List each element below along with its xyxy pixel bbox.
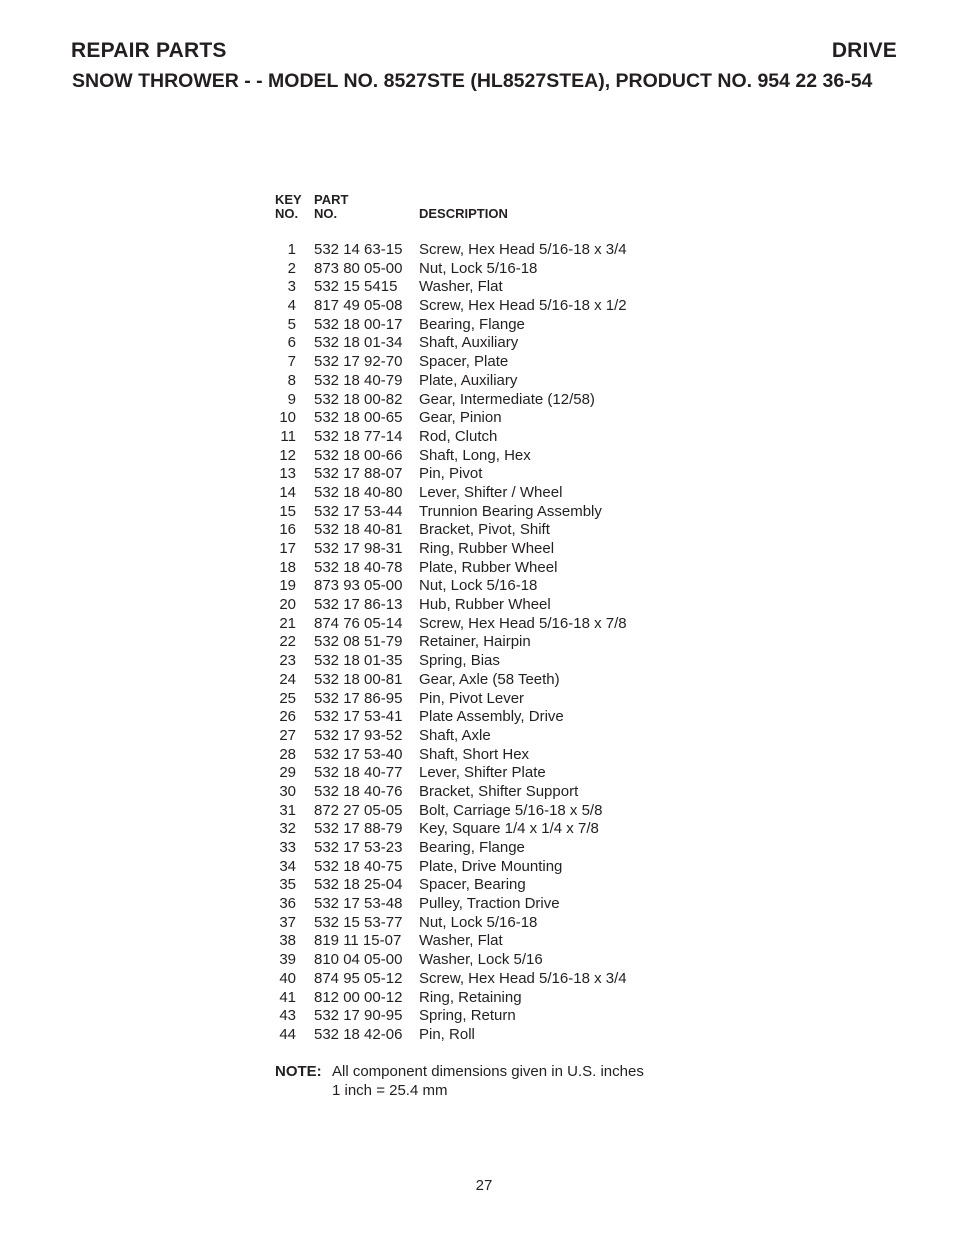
key-no-cell: 9 — [287, 390, 296, 408]
description-cell: Screw, Hex Head 5/16-18 x 1/2 — [419, 297, 627, 315]
description-cell: Screw, Hex Head 5/16-18 x 7/8 — [419, 614, 627, 632]
key-no-cell: 44 — [279, 1025, 296, 1043]
description-cell: Spacer, Bearing — [419, 876, 526, 894]
section-title: REPAIR PARTS — [71, 39, 227, 62]
description-cell: Spring, Bias — [419, 652, 500, 670]
part-no-cell: 817 49 05-08 — [314, 297, 403, 315]
description-cell: Bolt, Carriage 5/16-18 x 5/8 — [419, 801, 603, 819]
key-no-cell: 33 — [279, 839, 296, 856]
description-cell: Spacer, Plate — [419, 353, 509, 371]
part-no-header: PART NO. — [314, 192, 349, 221]
description-cell: Nut, Lock 5/16-18 — [419, 913, 538, 931]
key-no-cell: 24 — [279, 670, 296, 688]
key-no-cell: 37 — [279, 913, 296, 931]
key-no-cell: 36 — [279, 895, 296, 913]
key-no-cell: 15 — [279, 502, 296, 520]
key-no-cell: 20 — [279, 596, 296, 614]
key-no-cell: 26 — [279, 708, 296, 726]
key-no-cell: 28 — [279, 745, 296, 763]
part-no-cell: 532 17 53-44 — [314, 502, 403, 520]
key-no-cell: 16 — [279, 521, 296, 539]
key-no-cell: 4 — [287, 297, 296, 315]
part-no-cell: 812 00 00-12 — [314, 988, 403, 1006]
part-no-cell: 532 18 01-35 — [314, 652, 403, 670]
description-cell: Bracket, Shifter Support — [419, 782, 579, 800]
part-no-cell: 532 17 53-40 — [314, 745, 403, 763]
description-cell: Ring, Retaining — [419, 988, 522, 1006]
description-cell: Nut, Lock 5/16-18 — [419, 259, 538, 277]
part-no-cell: 532 18 00-65 — [314, 409, 403, 427]
key-no-cell: 10 — [279, 409, 296, 427]
part-no-cell: 532 17 92-70 — [314, 353, 403, 371]
part-no-cell: 532 15 53-77 — [314, 913, 403, 931]
description-cell: Screw, Hex Head 5/16-18 x 3/4 — [419, 241, 627, 258]
key-no-cell: 5 — [287, 315, 296, 333]
part-no-cell: 532 17 93-52 — [314, 726, 403, 744]
description-cell: Plate, Drive Mounting — [419, 857, 563, 875]
page-number: 27 — [475, 1177, 493, 1194]
key-no-cell: 21 — [279, 614, 296, 632]
description-cell: Washer, Lock 5/16 — [419, 951, 543, 969]
description-cell: Plate, Rubber Wheel — [419, 558, 558, 576]
key-no-cell: 18 — [279, 558, 296, 576]
key-no-cell: 3 — [287, 278, 296, 296]
key-no-cell: 29 — [279, 764, 296, 782]
part-no-cell: 874 76 05-14 — [314, 614, 403, 632]
key-no-cell: 17 — [279, 540, 296, 557]
description-cell: Pin, Pivot Lever — [419, 689, 525, 707]
description-cell: Washer, Flat — [419, 932, 503, 950]
part-no-cell: 873 93 05-00 — [314, 577, 403, 595]
part-no-cell: 532 18 01-34 — [314, 334, 403, 352]
description-cell: Pin, Pivot — [419, 465, 483, 483]
part-no-cell: 819 11 15-07 — [314, 932, 402, 950]
description-cell: Rod, Clutch — [419, 427, 498, 445]
key-no-cell: 2 — [287, 259, 296, 277]
description-cell: Bearing, Flange — [419, 315, 525, 333]
part-no-cell: 873 80 05-00 — [314, 259, 403, 277]
part-no-cell: 532 18 00-82 — [314, 390, 403, 408]
description-cell: Gear, Intermediate (12/58) — [419, 390, 595, 408]
description-cell: Screw, Hex Head 5/16-18 x 3/4 — [419, 969, 627, 987]
description-cell: Bracket, Pivot, Shift — [419, 521, 550, 539]
part-no-cell: 532 17 90-95 — [314, 1007, 403, 1025]
key-no-cell: 38 — [279, 932, 296, 950]
key-no-cell: 41 — [279, 988, 296, 1006]
description-cell: Pulley, Traction Drive — [419, 895, 560, 913]
key-no-cell: 19 — [279, 577, 296, 595]
part-no-cell: 810 04 05-00 — [314, 951, 403, 969]
note-label: NOTE: — [275, 1063, 322, 1080]
description-cell: Plate, Auxiliary — [419, 371, 518, 389]
key-no-cell: 30 — [279, 782, 296, 800]
part-no-cell: 532 18 00-17 — [314, 315, 403, 333]
description-cell: Nut, Lock 5/16-18 — [419, 577, 538, 595]
description-cell: Ring, Rubber Wheel — [419, 540, 555, 557]
description-cell: Shaft, Axle — [419, 726, 491, 744]
note-line-2: 1 inch = 25.4 mm — [332, 1082, 448, 1099]
key-no-cell: 27 — [279, 726, 296, 744]
key-no-cell: 8 — [287, 371, 296, 389]
part-no-cell: 532 17 88-79 — [314, 820, 403, 838]
key-no-cell: 23 — [279, 652, 296, 670]
part-no-cell: 532 18 00-81 — [314, 670, 403, 688]
description-cell: Shaft, Auxiliary — [419, 334, 519, 352]
description-cell: Washer, Flat — [419, 278, 503, 296]
description-cell: Shaft, Short Hex — [419, 745, 530, 763]
key-no-cell: 1 — [287, 241, 296, 258]
description-cell: Spring, Return — [419, 1007, 516, 1025]
description-cell: Trunnion Bearing Assembly — [419, 502, 602, 520]
part-no-cell: 532 18 40-78 — [314, 558, 403, 576]
description-cell: Key, Square 1/4 x 1/4 x 7/8 — [419, 820, 599, 838]
key-no-cell: 32 — [279, 820, 296, 838]
part-no-cell: 532 18 00-66 — [314, 446, 403, 464]
key-no-cell: 39 — [279, 951, 296, 969]
part-no-cell: 532 18 77-14 — [314, 427, 403, 445]
key-no-cell: 25 — [279, 689, 296, 707]
description-cell: Pin, Roll — [419, 1025, 475, 1043]
part-no-cell: 532 18 42-06 — [314, 1025, 403, 1043]
key-no-header: KEY NO. — [275, 192, 302, 221]
note-line-1: All component dimensions given in U.S. inches — [332, 1063, 644, 1080]
description-cell: Plate Assembly, Drive — [419, 708, 564, 726]
description-cell: Gear, Axle (58 Teeth) — [419, 670, 560, 688]
key-no-cell: 11 — [280, 427, 296, 445]
key-no-cell: 6 — [287, 334, 296, 352]
part-no-cell: 532 18 25-04 — [314, 876, 403, 894]
key-no-cell: 31 — [279, 801, 296, 819]
description-cell: Gear, Pinion — [419, 409, 502, 427]
key-no-cell: 22 — [279, 633, 296, 651]
part-no-cell: 872 27 05-05 — [314, 801, 403, 819]
subsection-title: DRIVE — [831, 39, 897, 62]
key-no-cell: 12 — [279, 446, 296, 464]
description-cell: Shaft, Long, Hex — [419, 446, 531, 464]
part-no-cell: 532 18 40-77 — [314, 764, 403, 782]
key-no-cell: 13 — [279, 465, 296, 483]
part-no-cell: 532 17 88-07 — [314, 465, 403, 483]
part-no-cell: 532 17 53-41 — [314, 708, 403, 726]
part-no-cell: 532 15 5415 — [314, 278, 398, 296]
part-no-cell: 532 17 98-31 — [314, 540, 403, 557]
description-cell: Lever, Shifter / Wheel — [419, 483, 563, 501]
part-no-cell: 532 18 40-80 — [314, 483, 403, 501]
part-no-cell: 532 17 53-23 — [314, 839, 403, 856]
part-no-cell: 532 17 86-13 — [314, 596, 403, 614]
part-no-cell: 532 18 40-75 — [314, 857, 403, 875]
key-no-cell: 35 — [279, 876, 296, 894]
part-no-cell: 874 95 05-12 — [314, 969, 403, 987]
key-no-cell: 40 — [279, 969, 296, 987]
key-no-cell: 7 — [287, 353, 296, 371]
part-no-cell: 532 18 40-79 — [314, 371, 403, 389]
part-no-cell: 532 18 40-76 — [314, 782, 403, 800]
key-no-cell: 14 — [279, 483, 296, 501]
part-no-cell: 532 14 63-15 — [314, 241, 403, 258]
part-no-cell: 532 17 86-95 — [314, 689, 403, 707]
key-no-cell: 34 — [279, 857, 296, 875]
description-cell: Lever, Shifter Plate — [419, 764, 546, 782]
part-no-cell: 532 17 53-48 — [314, 895, 403, 913]
model-subtitle: SNOW THROWER - - MODEL NO. 8527STE (HL8527STEA), PRODUCT NO. 954 22 36-54 — [72, 70, 873, 92]
description-cell: Bearing, Flange — [419, 839, 525, 856]
description-header: DESCRIPTION — [419, 206, 508, 221]
part-no-cell: 532 08 51-79 — [314, 633, 403, 651]
description-cell: Hub, Rubber Wheel — [419, 596, 551, 614]
part-no-cell: 532 18 40-81 — [314, 521, 403, 539]
description-cell: Retainer, Hairpin — [419, 633, 531, 651]
key-no-cell: 43 — [279, 1007, 296, 1025]
